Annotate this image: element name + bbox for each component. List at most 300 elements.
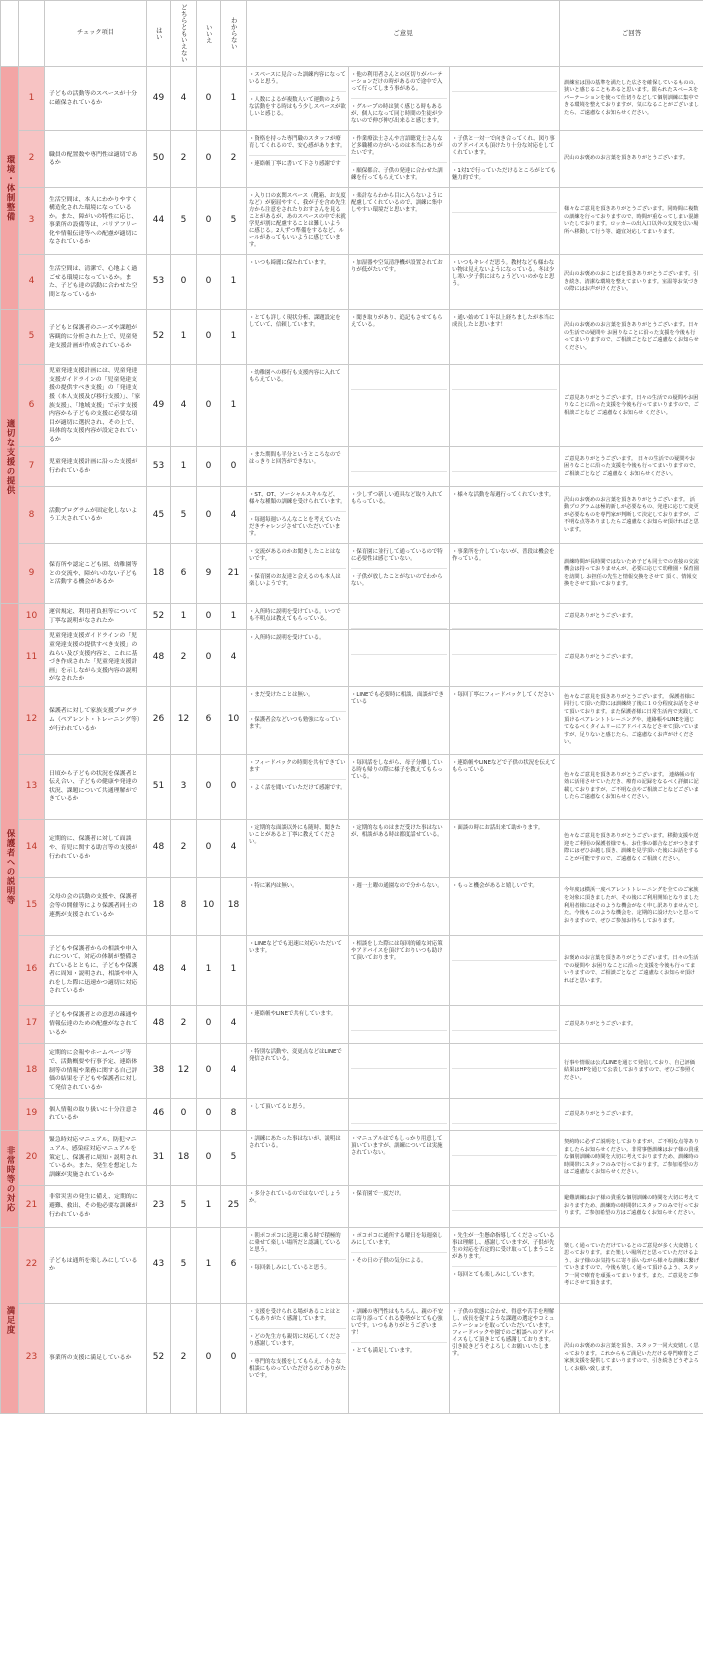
opinion-cell [247,1098,349,1130]
table-row [1,754,703,819]
opinion-cell [247,754,349,819]
opinion-empty [452,604,557,629]
table-row [1,544,703,604]
opinion-cell [450,131,560,188]
check-item-text: 非常災害の発生に備え、定期的に避難、救出、その他必要な訓練が行われているか [45,1185,147,1227]
opinion-cell [247,310,349,365]
opinion-cell [349,1005,450,1043]
count-yes: 44 [147,188,171,255]
opinion-cell [450,188,560,255]
opinion-text: ・保育園で一度だけ。 [351,1190,405,1197]
opinion-empty [452,447,557,472]
category-label: 適切な支援の提供 [1,310,19,604]
count-yes: 38 [147,1043,171,1098]
opinion-text: ・毎回丁寧にフィードバックしてください [452,691,554,698]
opinion-text: ・先生が一生懸命指導してくださっている事は理解し、感謝していますが、子供が先生の対応を否定的に受け取ってしまうことがあります。 [452,1228,557,1267]
count-no: 0 [197,131,221,188]
count-yes: 48 [147,630,171,686]
count-unknown: 0 [221,754,247,819]
count-neutral: 3 [171,754,197,819]
count-neutral: 0 [171,255,197,310]
table-row [1,1098,703,1130]
opinion-cell [450,1303,560,1413]
opinion-text: ・スペースに見合った訓練内容になっていると思う。 [249,67,346,92]
opinion-text: ・週一土曜の通園なので分からない。 [351,882,443,889]
count-no: 0 [197,1043,221,1098]
opinion-cell [450,544,560,604]
answer-text: 訓練室は国の基準を満たした広さを確保しているものの、狭いと感じることもあると思います。限られたスペースをパーテーションを使って仕切りなどして個別訓練に集中できる環境を整えておりますが、気になることがございましたら、ご遠慮なくお知らせください。 [560,67,703,131]
opinion-text: ・相談をした際には毎回的確な対応策やアドバイスを頂けておりいつも助けて頂いております。 [351,940,443,961]
count-neutral: 0 [171,1098,197,1130]
answer-text: 楽しく通っていただけているとのご意見が多く大変嬉しく思っております。また楽しい場所だと思っていただけるよう、お子様のお気持ちに寄り添いながら様々な訓練に繋げていきますので、今後も楽しく通って頂けるよう、スタッフ一同で療育を頑張ってまいります。また、ご意見をご参考にさせて頂きます。 [560,1227,703,1303]
opinion-text: ・マニュアルはでもしっかり用意して頂いていますが、訓練については実施されていない。 [351,1135,443,1156]
opinion-empty [351,604,447,629]
count-neutral: 5 [171,188,197,255]
count-no: 0 [197,1005,221,1043]
count-unknown: 4 [221,1005,247,1043]
opinion-cell [349,1303,450,1413]
count-no: 1 [197,1227,221,1303]
opinion-text: ・連絡帳やLINEで共有しています。 [249,1010,337,1017]
check-item-text: 活動プログラムが固定化しないよう工夫されているか [45,487,147,544]
check-item-text: 父母の会の活動の支援や、保護者会等の開催等により保護者同士の連携が支援されているか [45,877,147,935]
category-label: 環境・体制整備 [1,67,19,310]
count-yes: 31 [147,1130,171,1185]
opinion-text: ・ポコポコに通所する曜日を毎週楽しみにしています。 [351,1228,447,1253]
count-unknown: 4 [221,630,247,686]
check-item-text: 児童発達支援ガイドラインの「児童発達支援の提供すべき支援」のねらい及び支援内容と、これに基づき作成された「児童発達支援計画」を示しながら支援内容の説明がなされたか [45,630,147,686]
opinion-text: ・支援を受けられる場があることはとてもありがたく感謝しています。 [249,1304,346,1329]
answer-text: ご意見ありがとうございます。 [560,604,703,630]
opinion-cell [247,365,349,447]
count-neutral: 12 [171,686,197,754]
opinion-empty [452,1186,557,1211]
answer-text: 色々なご意見を頂きありがとうございます。 連絡帳の有効に活用させていただき、療育の記録をなるべく詳細に記載しておりますが、ご不明な点やご相談ごとなどございましたらご遠慮なくお知らせください。 [560,754,703,819]
table-row [1,365,703,447]
count-unknown: 10 [221,686,247,754]
opinion-cell [349,1185,450,1227]
answer-text: 契約時に必ずご説明をしておりますが、ご不明な点等ありましたらお知らせください。非常事態訓練はお子様の貴重な個別訓練の時間を大切に考えておりますため、訓練時の時間帯にスタッフのみで行っております。ご参加希望の方はご遠慮なくお知らせください。 [560,1130,703,1185]
opinion-cell [247,131,349,188]
count-neutral: 18 [171,1130,197,1185]
answer-text: 行事や情報は公式LINEを通じて発信しており、自己評価結果はHPを通じて公表しておりますので、ぜひご参照ください。 [560,1043,703,1098]
header-number [19,1,45,67]
count-no: 0 [197,1303,221,1413]
opinion-cell [349,544,450,604]
answer-text: ご意見ありがとうございます。 [560,630,703,686]
opinion-cell [450,819,560,877]
item-number: 1 [19,67,45,131]
opinion-cell [450,877,560,935]
opinion-cell [450,1227,560,1303]
header-answer: ご回答 [560,1,703,67]
check-item-text: 定期的に会報やホームページ等で、活動概要や行事予定、連絡体制等の情報や業務に関する自己評価の結果を子どもや保護者に対して発信されているか [45,1043,147,1098]
count-yes: 51 [147,754,171,819]
category-label: 保護者への説明等 [1,604,19,1130]
opinion-text: ・入所時に説明を受けている。いつでも不明点は教えてもらっている。 [249,609,341,623]
opinion-cell [247,877,349,935]
count-neutral: 8 [171,877,197,935]
check-item-text: 子どもや保護者からの相談や申入れについて、対応の体制が整備されているとともに、子どもや保護者に周知・説明され、相談や申入れをした際に迅速かつ適切に対応されているか [45,935,147,1005]
count-unknown: 1 [221,365,247,447]
count-no: 0 [197,1098,221,1130]
opinion-text: ・様々な活動を毎週行ってくれています。 [452,492,554,499]
count-unknown: 1 [221,255,247,310]
check-item-text: 子どもの活動等のスペースが十分に確保されているか [45,67,147,131]
count-yes: 49 [147,365,171,447]
opinion-text: ・フィードバックの時間を共有できています [249,755,346,780]
answer-text: ご意見ありがとうございます。 [560,1005,703,1043]
opinion-cell [247,447,349,487]
opinion-cell [247,1043,349,1098]
count-yes: 48 [147,935,171,1005]
item-number: 4 [19,255,45,310]
opinion-text: ・子供が放したことがないのでわからない。 [351,574,443,588]
count-yes: 52 [147,310,171,365]
opinion-text: ・定期的な面談以外にも随時、聞きたいことがあると丁寧に教えてください。 [249,824,341,845]
count-yes: 43 [147,1227,171,1303]
answer-text: 今年度は横浜一度ペアレントトレーニングを全てのご家族を対象に頂きましたが、その後にご利用開始となりました利用者様にはそのような機会がなく申し訳ありませんでした。今後もこのような機会を、定期的に設けたいと思っておりますので、ぜひご参加お待ちしております。 [560,877,703,935]
count-no: 0 [197,754,221,819]
check-item-text: 児童発達支援計画に沿った支援が行われているか [45,447,147,487]
count-no: 0 [197,604,221,630]
count-no: 0 [197,188,221,255]
item-number: 19 [19,1098,45,1130]
count-no: 1 [197,1185,221,1227]
opinion-empty [452,67,557,92]
opinion-cell [450,1185,560,1227]
table-row [1,1043,703,1098]
answer-text: 避難訓練はお子様の貴重な個別訓練の時間を大切に考えておりますため、訓練時の時間帯にスタッフのみで行っております。ご参加希望の方はご遠慮なくお知らせください。 [560,1185,703,1227]
opinion-text: ・して頂いてると思う。 [249,1103,309,1110]
check-item-text: 日頃から子どもの状況を保護者と伝え合い、子どもの健康や発達の状況、課題について共通理解ができているか [45,754,147,819]
table-row [1,255,703,310]
answer-text: 沢山のお褒めのお言葉を頂きありがとうございます。日々の生活での疑問や お困りなことに沿った支援を今後も行ってまいりますので、ご相談ごとなどご遠慮なくお知らせください。 [560,310,703,365]
count-unknown: 0 [221,447,247,487]
count-neutral: 4 [171,935,197,1005]
table-row [1,67,703,131]
opinion-text: ・子供と一対一で向き合ってくれ、図り事のアドバイスも頂けたり十分な対応をしてくれています。 [452,131,557,163]
table-row [1,1005,703,1043]
opinion-text: ・とても詳しく現状分析、課題設定をしていて、信頼しています。 [249,315,341,329]
table-row [1,447,703,487]
opinion-text: ・入所時に説明を受けている。 [249,635,325,642]
header-category [1,1,19,67]
opinion-empty [452,1006,557,1031]
opinion-cell [247,1185,349,1227]
opinion-cell [450,630,560,686]
opinion-cell [450,686,560,754]
opinion-empty [351,630,447,655]
answer-text: 様々なご意見を頂きありがとうございます。同時間に複数の訓練を行っておりますので、時間が重なってしまい混雑いたしております。ロッカーの出入口以外の支度を広い場所へ移動して行う等、適宜対応してまいります。 [560,188,703,255]
opinion-text: ・専門的な支援をしてもらえ、小さな相談にものっていただけるのでありがたいです。 [249,1358,346,1379]
opinion-empty [452,1131,557,1156]
opinion-text: ・訓練にあたった事はないが、説明はされている。 [249,1135,341,1149]
count-yes: 48 [147,819,171,877]
opinion-empty [452,188,557,213]
opinion-text: ・毎回とても楽しみにしています。 [452,1271,538,1278]
header-neutral: どちらともいえない [171,1,197,67]
opinion-text: ・特別な活動や、変更点などはLINEで発信されている。 [249,1048,342,1062]
table-row [1,630,703,686]
opinion-text: ・少しずつ新しい遊具など取り入れてもらっている。 [351,492,443,506]
opinion-empty [452,1099,557,1124]
check-item-text: 職員の配置数や専門性は適切であるか [45,131,147,188]
opinion-text: ・連絡帳やLINEなどで子供の状況を伝えてもらっている [452,759,556,773]
answer-text: 色々なご意見を頂きありがとうございます。 保護者様に同行して頂いた際には訓練終了後に１０分程度お話をさせて頂いております。また保護者様に日常生活内で実践して頂けるペアレントトレーニングや、連絡帳やLINEを通じてなるべくタイムリーにアドバイスなどさせて頂いていますが、足りないと感じたら、ご遠慮なくお声がけください。 [560,686,703,754]
opinion-text: ・子供の状態に合わせ、得意や苦手を理解し、成長を促すような課題の選定やコミュニケーションを取っていただいています。フィードバックや園でのご相談へのアドバイスもして頂きとても感謝しております。引き続きどうぞよろしくお願いいたします。 [452,1308,555,1357]
opinion-cell [349,447,450,487]
opinion-text: ・いつもキレイだ思う。教材なども様わない物は見えないようになっている。冬は少し寒い夕子供にはちょうどいいのかなと思う。 [452,260,555,288]
opinion-text: ・願保都合、子供の発達に合わせた訓練を行ってもらえています。 [351,168,443,182]
count-no: 0 [197,67,221,131]
opinion-text: ・交流があるのかお聞きしたことはないです。 [249,544,346,569]
opinion-text: ・毎回楽しみにしていると思う。 [249,1264,330,1271]
answer-text: ご意見ありがとうございます。 [560,1098,703,1130]
table-row [1,1227,703,1303]
check-item-text: 緊急時対応マニュアル、防犯マニュアル、感染症対応マニュアルを策定し、保護者に周知・説明されているか。また、発生を想定した訓練が実施されているか [45,1130,147,1185]
count-yes: 45 [147,487,171,544]
opinion-empty [351,1006,447,1031]
opinion-cell [247,604,349,630]
table-row [1,188,703,255]
opinion-text: ・作業療法士さんや言語聴覚士さんなど多職種の方がいるのは本当にありがたいです。 [351,131,447,163]
item-number: 23 [19,1303,45,1413]
check-item-text: 子どもと保護者のニーズや課題が客観的に分析された上で、児童発達支援計画が作成されているか [45,310,147,365]
opinion-text: ・特に案内は無い。 [249,882,298,889]
item-number: 22 [19,1227,45,1303]
opinion-text: ・LINEでも必要時に相談、面談ができている [351,691,444,705]
opinion-cell [247,935,349,1005]
count-neutral: 5 [171,1227,197,1303]
count-unknown: 4 [221,487,247,544]
survey-rows [1,67,703,1414]
check-item-text: 個人情報の取り扱いに十分注意されているか [45,1098,147,1130]
opinion-cell [247,1303,349,1413]
opinion-cell [349,630,450,686]
opinion-empty [452,365,557,390]
opinion-cell [247,188,349,255]
check-item-text: 保護者に対して家族支援プログラム（ペアレント・トレーニング等）が行われているか [45,686,147,754]
item-number: 16 [19,935,45,1005]
table-row [1,935,703,1005]
opinion-cell [349,686,450,754]
opinion-empty [452,1044,557,1069]
count-unknown: 4 [221,819,247,877]
opinion-cell [349,935,450,1005]
check-item-text: 子どもは通所を楽しみにしているか [45,1227,147,1303]
count-no: 0 [197,255,221,310]
count-unknown: 18 [221,877,247,935]
table-row [1,1303,703,1413]
opinion-cell [450,487,560,544]
opinion-text: ・いつも綺麗に保たれています。 [249,260,330,267]
opinion-empty [452,630,557,655]
count-neutral: 5 [171,1185,197,1227]
count-neutral: 2 [171,1005,197,1043]
opinion-cell [349,754,450,819]
opinion-cell [450,447,560,487]
opinion-text: ・LINEなどでも迅速に対応いただいています。 [249,940,342,954]
opinion-text: ・まだ受けたことは無い。 [249,687,346,712]
count-neutral: 2 [171,1303,197,1413]
header-row [1,1,703,67]
count-neutral: 5 [171,487,197,544]
opinion-cell [450,1098,560,1130]
opinion-cell [247,67,349,131]
answer-text: 訓練時間が長時間ではないため子ども同士での直接の交流機会は持っておりませんが、必要に応じて幼稚園・保育園を訪問し お担任の先生と情報交換をさせて 頂く、情報交換をさせて頂いております。 [560,544,703,604]
answer-text: 沢山のお褒めのお言葉を頂きありがとうございます。 活動プログラムは極的新しが必要なもの、発達に応じて変更が必要なものを専門家が判断して決定しておりますが、ご不明な点等ありましたらご遠慮なくお知らせ頂ければと思います。 [560,487,703,544]
count-neutral: 12 [171,1043,197,1098]
item-number: 12 [19,686,45,754]
count-no: 0 [197,1130,221,1185]
check-item-text: 生活空間は、本人にわかりやすく構造化された環境になっているか。また、障がいの特性に応じ、事業所の設備等は、バリアフリー化や情報伝達等への配慮が適切になされているか [45,188,147,255]
item-number: 3 [19,188,45,255]
count-unknown: 8 [221,1098,247,1130]
opinion-text: ・保育園のお友達と会えるのも本人は楽しいようです。 [249,574,341,588]
item-number: 10 [19,604,45,630]
opinion-text: ・毎週毎週いろんなことを考えていただきチャレンジさせていただいています。 [249,517,341,538]
count-no: 0 [197,310,221,365]
opinion-text: ・入り口の玄関スペース（靴箱、お支度など）が窮屈やすく、我が子を含め先生方から注意をされたりおすさんを見ることがあるが、あのスペースの中で未就学児が割に配慮することは難しいように感じる。2人ずつ準備をするなど、ルールがあってもいいように感じています。 [249,193,346,249]
opinion-text: ・幼稚園への移行も支援内容に入れてもらえている。 [249,370,341,384]
opinion-text: ・定期的なものはまだ受けた事はないが、相談がある時は都度話せている。 [351,824,443,838]
count-yes: 52 [147,604,171,630]
count-yes: 46 [147,1098,171,1130]
count-neutral: 4 [171,67,197,131]
count-yes: 18 [147,544,171,604]
count-neutral: 2 [171,819,197,877]
opinion-text: ・その日の子供の気分による。 [351,1257,427,1264]
item-number: 7 [19,447,45,487]
item-number: 20 [19,1130,45,1185]
opinion-text: ・朝ポコポコに送迎に乗る時で積極的に乗せて楽しい場所だと認識していると思う。 [249,1228,346,1260]
table-row [1,604,703,630]
count-unknown: 6 [221,1227,247,1303]
opinion-text: ・事業所を介していないが、普段は機会を作っている。 [452,549,555,563]
opinion-cell [247,630,349,686]
opinion-cell [247,255,349,310]
opinion-text: ・ST、OT、ソーシャルスキルなど、様々な種類の訓練を受けられています。 [249,487,346,512]
count-no: 10 [197,877,221,935]
opinion-cell [450,1130,560,1185]
count-unknown: 1 [221,604,247,630]
opinion-cell [247,1130,349,1185]
header-opinion: ご意見 [247,1,560,67]
check-item-text: 事業所の支援に満足しているか [45,1303,147,1413]
count-unknown: 5 [221,1130,247,1185]
answer-text: ご意見ありがとうございます。 日々の生活での疑問やお困りなことに沿った支援を今後も行ってまいりますので、ご相談ごとなど ご遠慮なく お知らせください。 [560,447,703,487]
opinion-cell [349,365,450,447]
count-yes: 18 [147,877,171,935]
item-number: 17 [19,1005,45,1043]
opinion-text: ・どの先生方も親切に対応してくださり感謝しています。 [249,1329,346,1354]
count-neutral: 4 [171,365,197,447]
opinion-cell [450,310,560,365]
count-unknown: 4 [221,1043,247,1098]
opinion-cell [349,819,450,877]
opinion-cell [247,1227,349,1303]
opinion-text: ・よく話を聞いていただけて感謝です。 [249,784,346,791]
opinion-cell [349,67,450,131]
header-yes: はい [147,1,171,67]
answer-text: 沢山のお褒めのお言葉を頂き、スタッフ一同大変嬉しく思っております。これからもご満足いただける専門療育とご家族支援を提供してまいりますので、引き続きどうぞよろしくお願い致します。 [560,1303,703,1413]
opinion-cell [450,754,560,819]
opinion-cell [450,67,560,131]
count-no: 0 [197,819,221,877]
count-no: 6 [197,686,221,754]
count-neutral: 1 [171,310,197,365]
opinion-text: ・1対1で行っていただけるところがとても魅力的です。 [452,168,556,182]
item-number: 21 [19,1185,45,1227]
count-unknown: 21 [221,544,247,604]
opinion-cell [450,365,560,447]
opinion-text: ・資格を持った専門職のスタッフが療育してくれるので、安心感があります。 [249,131,346,156]
opinion-text: ・毎回話をしながら、母子分離している時も帰りの際に様子を教えてもらっている。 [351,759,443,780]
opinion-empty [351,1044,447,1069]
opinion-cell [247,819,349,877]
opinion-cell [349,877,450,935]
item-number: 8 [19,487,45,544]
opinion-cell [349,188,450,255]
opinion-text: ・聞き取りがあり、追記もさせてもらえている。 [351,315,443,329]
count-yes: 26 [147,686,171,754]
item-number: 5 [19,310,45,365]
opinion-text: ・人数によるが複数人いて運動のような活動をする時はもう少しスペースが欲しいと感じる。 [249,97,346,118]
table-row [1,131,703,188]
opinion-text: ・保護者会などいつも勉強になっています。 [249,716,341,730]
header-no: いいえ [197,1,221,67]
item-number: 9 [19,544,45,604]
opinion-text: ・面談の時にお話出来て助かります。 [452,824,544,831]
opinion-cell [247,686,349,754]
check-item-text: 児童発達支援計画には、児童発達支援ガイドラインの「児童発達支援の提供すべき支援」の「発達支援（本人支援及び移行支援）」、「家族支援」、「地域支援」で示す支援内容から子どもの支援に必要な項目が適切に選択され、その上で、具体的な支援内容が設定されているか [45,365,147,447]
count-neutral: 1 [171,604,197,630]
table-row [1,1185,703,1227]
item-number: 13 [19,754,45,819]
answer-text: 沢山のお褒めのおことばを頂きありがとうございます。引き続き、清潔な環境を整えてまいります。室温等お気づきの際にはお声がけください。 [560,255,703,310]
opinion-cell [349,1130,450,1185]
item-number: 6 [19,365,45,447]
opinion-empty [351,365,447,390]
count-neutral: 6 [171,544,197,604]
opinion-cell [450,255,560,310]
item-number: 11 [19,630,45,686]
opinion-text: ・また期間も半分というところなのではっきりと回答ができない。 [249,452,341,466]
opinion-cell [349,1043,450,1098]
count-unknown: 1 [221,935,247,1005]
opinion-text: ・グループの時は狭く感じる時もあるが、個人になって同じ時間の生徒が少ないので伸び伸び出来ると感じます。 [351,104,443,125]
answer-text: 色々なご意見を頂きありがとうございます。移動支援や送迎をご利用の保護者様でも、お仕事の都合などがつきます際にはぜひお越し頂き、訓練を見学頂いた後にお話をすることが可能ですので、ご遠慮なくご相談ください。 [560,819,703,877]
table-row [1,877,703,935]
opinion-cell [450,1005,560,1043]
category-label: 満足度 [1,1227,19,1413]
table-row [1,487,703,544]
count-yes: 23 [147,1185,171,1227]
opinion-cell [349,1098,450,1130]
count-yes: 53 [147,255,171,310]
table-row [1,1130,703,1185]
answer-text: 沢山のお褒めのお言葉を頂きありがとうございます。 [560,131,703,188]
item-number: 18 [19,1043,45,1098]
count-yes: 48 [147,1005,171,1043]
opinion-cell [247,1005,349,1043]
count-neutral: 1 [171,447,197,487]
count-yes: 49 [147,67,171,131]
opinion-cell [450,1043,560,1098]
opinion-text: ・もっと機会があると嬉しいです。 [452,882,538,889]
count-neutral: 2 [171,630,197,686]
